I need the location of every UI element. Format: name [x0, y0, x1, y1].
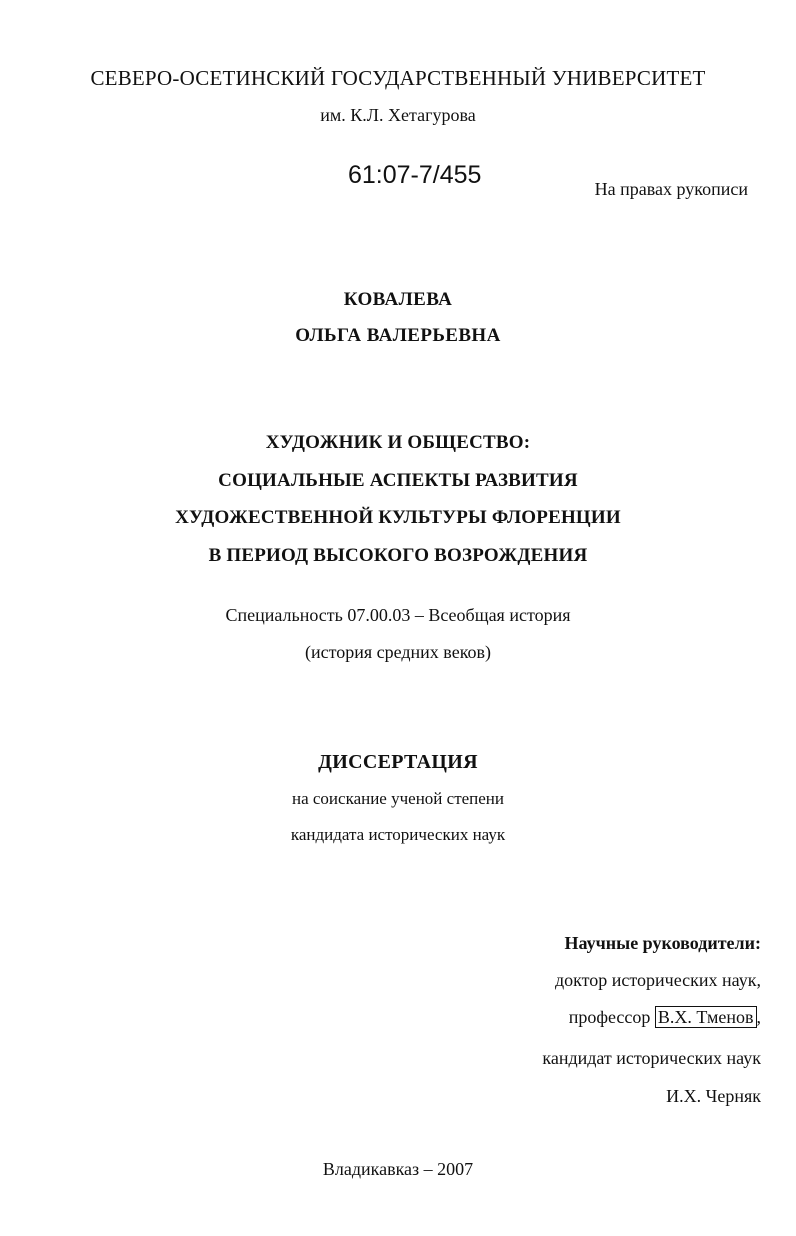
- supervisors-heading: Научные руководители:: [564, 933, 761, 953]
- supervisor-2-name: И.Х. Черняк: [666, 1086, 761, 1106]
- title-line-3: ХУДОЖЕСТВЕННОЙ КУЛЬТУРЫ ФЛОРЕНЦИИ: [175, 507, 621, 528]
- dissertation-line-2: кандидата исторических наук: [290, 825, 506, 844]
- supervisor-1-name: В.Х. Тменов: [655, 1006, 757, 1028]
- author-given-names: ОЛЬГА ВАЛЕРЬЕВНА: [295, 325, 501, 346]
- dissertation-line-1: на соискание ученой степени: [291, 789, 505, 808]
- title-line-2: СОЦИАЛЬНЫЕ АСПЕКТЫ РАЗВИТИЯ: [218, 470, 578, 491]
- supervisor-2-degree: кандидат исторических наук: [542, 1048, 761, 1068]
- supervisor-1-degree: доктор исторических наук,: [555, 970, 761, 990]
- rights-note: На правах рукописи: [594, 179, 748, 199]
- specialty-line-2: (история средних веков): [304, 642, 492, 662]
- supervisor-1-suffix: ,: [756, 1007, 761, 1027]
- title-line-4: В ПЕРИОД ВЫСОКОГО ВОЗРОЖДЕНИЯ: [208, 545, 588, 566]
- specialty-line-1: Специальность 07.00.03 – Всеобщая история: [225, 605, 571, 625]
- university-name: СЕВЕРО-ОСЕТИНСКИЙ ГОСУДАРСТВЕННЫЙ УНИВЕРСИТЕТ: [90, 66, 706, 90]
- university-named-after: им. К.Л. Хетагурова: [320, 105, 476, 125]
- supervisor-1-title: профессор: [568, 1007, 651, 1027]
- call-number: 61:07-7/455: [348, 161, 482, 189]
- dissertation-label: ДИССЕРТАЦИЯ: [318, 751, 478, 773]
- title-line-1: ХУДОЖНИК И ОБЩЕСТВО:: [265, 432, 531, 453]
- supervisor-1-line: [569, 1008, 761, 1026]
- city-year: Владикавказ – 2007: [322, 1159, 474, 1179]
- author-surname: КОВАЛЕВА: [343, 289, 453, 310]
